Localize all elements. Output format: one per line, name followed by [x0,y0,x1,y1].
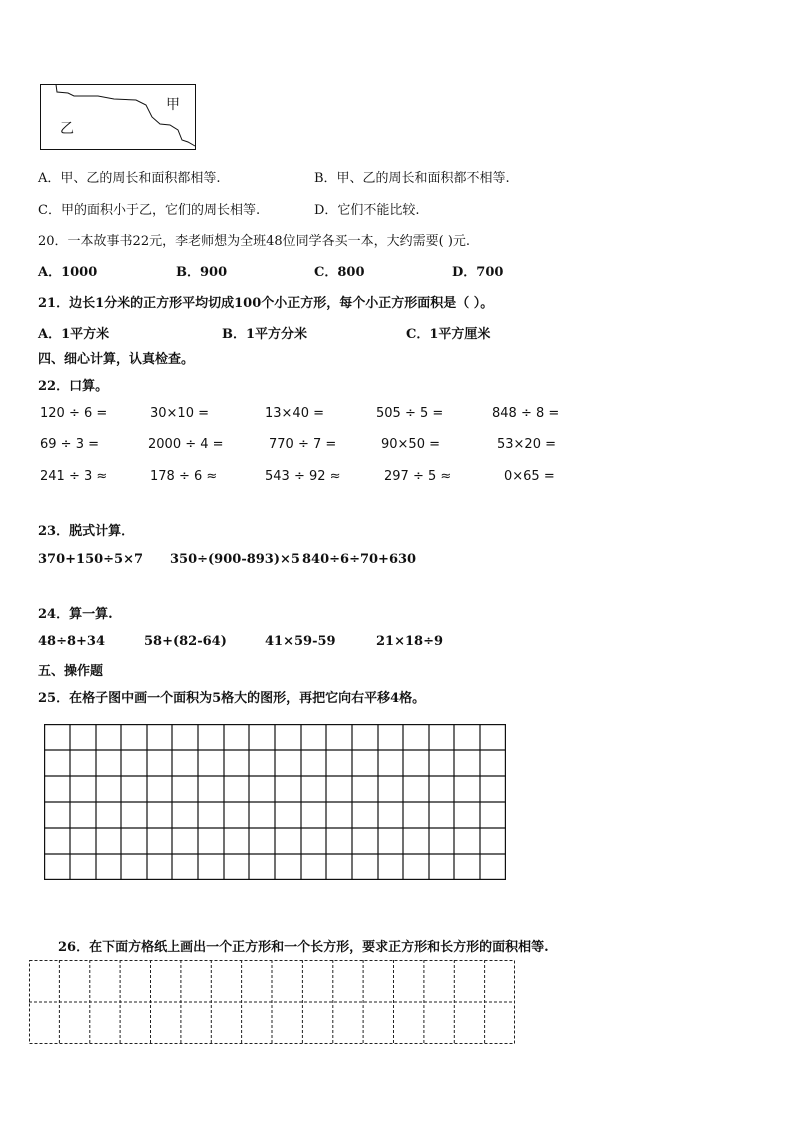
q24-item-3: 41×59-59 [265,634,336,649]
q20-question: 20．一本故事书22元，李老师想为全班48位同学各买一本，大约需要( )元. [38,234,471,249]
q21-option-c: C．1平方厘米 [406,327,491,342]
q22-r1-c1: 120 ÷ 6 = [40,406,108,421]
q24-item-1: 48÷8+34 [38,634,106,649]
q21-question: 21．边长1分米的正方形平均切成100个小正方形，每个小正方形面积是（ ）。 [38,296,494,311]
q20-option-a: A．1000 [38,265,98,280]
q22-r2-c5: 53×20 = [497,437,557,452]
q19-option-d: D．它们不能比较. [314,203,420,218]
q25-grid-lines [44,724,506,880]
q20-option-b: B．900 [176,265,228,280]
section-5-title: 五、操作题 [38,664,104,679]
q19-option-b: B．甲、乙的周长和面积都不相等. [314,171,510,186]
q19-option-c: C．甲的面积小于乙，它们的周长相等. [38,203,261,218]
q22-r3-c3: 543 ÷ 92 ≈ [265,469,341,484]
q23-item-1: 370+150÷5×7 [38,552,144,567]
q24-title: 24．算一算. [38,607,113,622]
q19-option-a: A．甲、乙的周长和面积都相等. [38,171,221,186]
q26-grid[interactable] [29,960,515,1044]
q20-option-d: D．700 [452,265,504,280]
q22-r3-c4: 297 ÷ 5 ≈ [384,469,452,484]
label-jia: 甲 [166,97,180,113]
section-4-title: 四、细心计算，认真检查。 [38,352,195,367]
q22-r2-c4: 90×50 = [381,437,441,452]
q23-title: 23．脱式计算． [38,524,135,539]
q22-title: 22．口算。 [38,379,109,394]
label-yi: 乙 [60,121,74,137]
q22-r3-c2: 178 ÷ 6 ≈ [150,469,218,484]
q25-title: 25．在格子图中画一个面积为5格大的图形，再把它向右平移4格。 [38,691,426,706]
q25-grid[interactable] [44,724,506,880]
q24-item-2: 58+(82-64) [144,634,227,649]
q22-r1-c4: 505 ÷ 5 = [376,406,444,421]
q22-r1-c2: 30×10 = [150,406,210,421]
q22-r2-c1: 69 ÷ 3 = [40,437,99,452]
q22-r2-c3: 770 ÷ 7 = [269,437,337,452]
q22-r2-c2: 2000 ÷ 4 = [148,437,224,452]
q24-item-4: 21×18÷9 [376,634,444,649]
q23-item-2: 350÷(900-893)×5 [170,552,300,567]
q26-grid-lines [29,960,515,1044]
q21-option-a: A．1平方米 [38,327,110,342]
q26-title: 26．在下面方格纸上画出一个正方形和一个长方形，要求正方形和长方形的面积相等. [58,940,549,955]
q22-r1-c3: 13×40 = [265,406,325,421]
q20-option-c: C．800 [314,265,365,280]
q21-option-b: B．1平方分米 [222,327,308,342]
q23-item-3: 840÷6÷70+630 [302,552,417,567]
q22-r3-c1: 241 ÷ 3 ≈ [40,469,108,484]
q22-r3-c5: 0×65 = [504,469,555,484]
shape-figure [40,84,196,150]
q22-r1-c5: 848 ÷ 8 = [492,406,560,421]
